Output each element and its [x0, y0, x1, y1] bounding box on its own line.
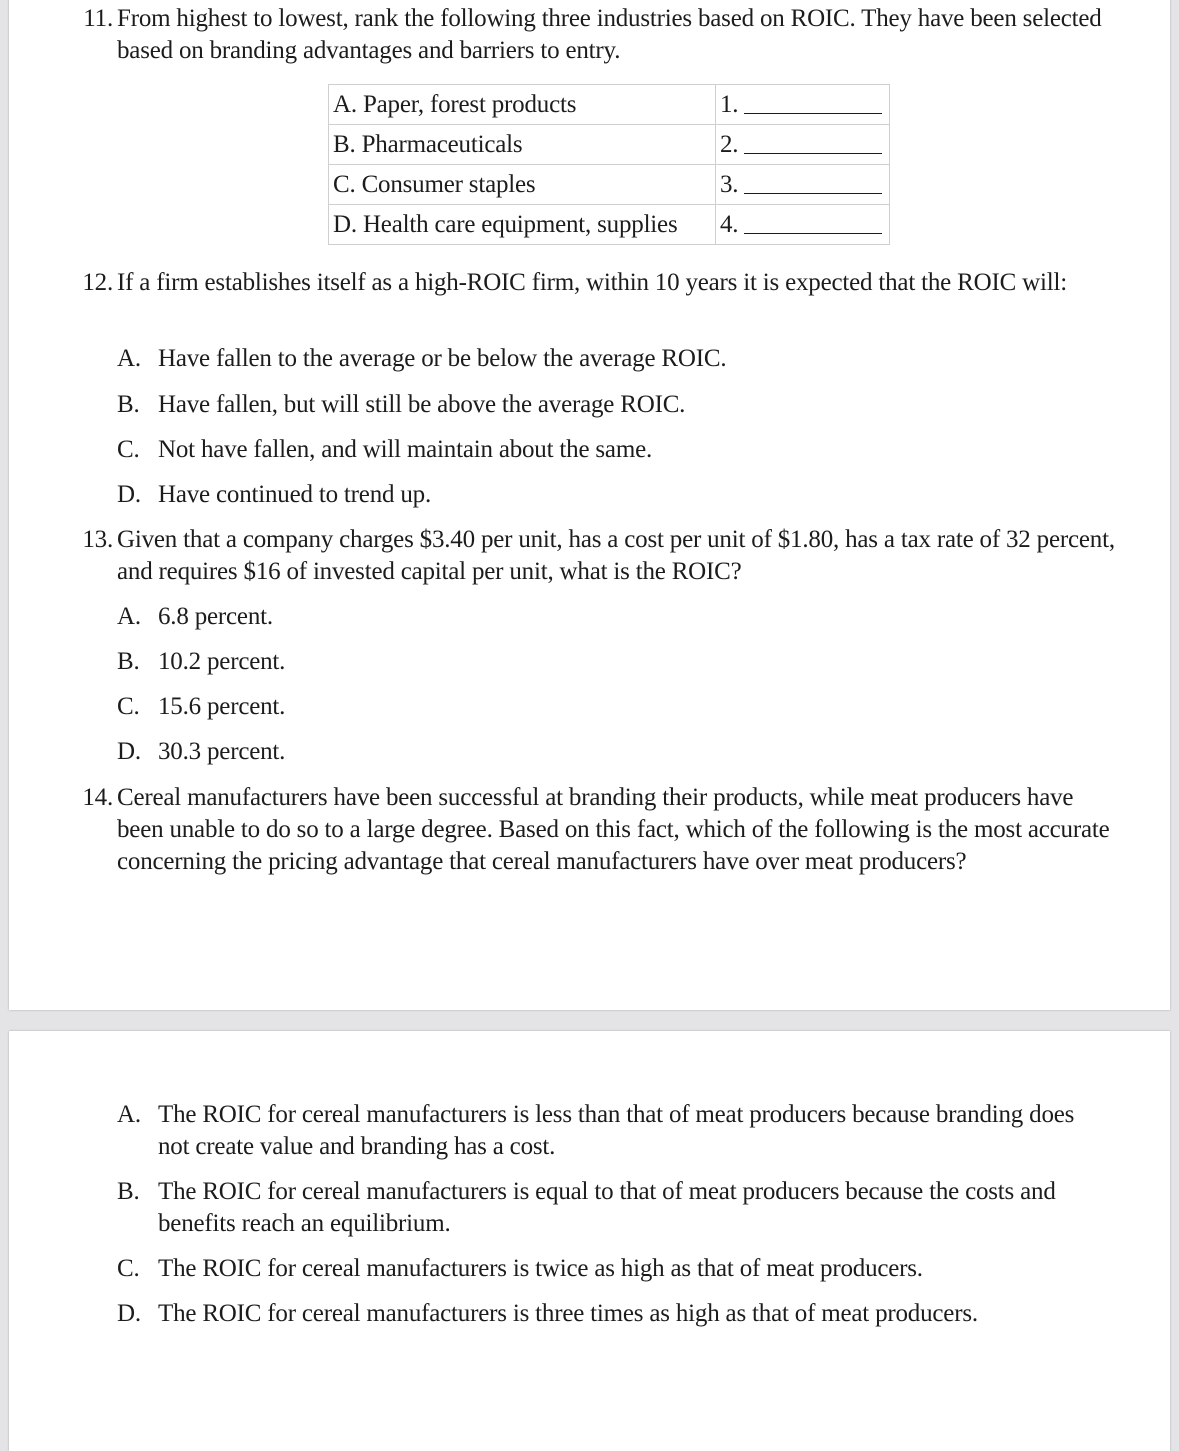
choice-letter: D.	[117, 1300, 141, 1327]
table-row	[329, 165, 890, 205]
industry-cell: A. Paper, forest products	[329, 85, 716, 125]
choice-letter: A.	[117, 1101, 141, 1128]
rank-number: 4.	[720, 210, 739, 238]
choice-text: 15.6 percent.	[158, 693, 286, 720]
question-text: If a firm establishes itself as a high-ROIC firm, within 10 years it is expected that the ROIC will:	[117, 269, 1067, 296]
choice-letter: C.	[117, 693, 140, 720]
question-number: 12.	[82, 269, 113, 296]
page-1	[9, 0, 1170, 1010]
choice-text: 30.3 percent.	[158, 738, 286, 765]
rank-slot-cell[interactable]	[716, 205, 890, 245]
table-row	[329, 125, 890, 165]
choice-letter: B.	[117, 648, 140, 675]
rank-number: 3.	[720, 170, 739, 198]
rank-number: 1.	[720, 90, 739, 118]
rank-slot-cell[interactable]	[716, 85, 890, 125]
question-number: 13.	[82, 526, 113, 553]
rank-slot-cell[interactable]	[716, 165, 890, 205]
choice-text: Not have fallen, and will maintain about the same.	[158, 436, 653, 463]
rank-slot-cell[interactable]	[716, 125, 890, 165]
choice-text: Have fallen to the average or be below the average ROIC.	[158, 345, 727, 372]
answer-blank[interactable]	[744, 171, 882, 194]
choice-text: The ROIC for cereal manufacturers is twice as high as that of meat producers.	[158, 1255, 923, 1282]
choice-letter: C.	[117, 436, 140, 463]
question-text: From highest to lowest, rank the following three industries based on ROIC. They have been selected based on branding advantages and barriers to entry.	[117, 5, 1102, 64]
industry-cell: B. Pharmaceuticals	[329, 125, 716, 165]
choice-letter: A.	[117, 345, 141, 372]
table-row	[329, 205, 890, 245]
choice-text: The ROIC for cereal manufacturers is equal to that of meat producers because the costs and benefits reach an equilibrium.	[158, 1178, 1056, 1237]
question-number: 14.	[82, 784, 113, 811]
choice-text: 10.2 percent.	[158, 648, 286, 675]
question-number: 11.	[83, 5, 113, 32]
choice-text: Have continued to trend up.	[158, 481, 431, 508]
choice-letter: B.	[117, 1178, 140, 1205]
page-2	[9, 1031, 1170, 1451]
question-text: Cereal manufacturers have been successful at branding their products, while meat producers have been unable to do so to a large degree. Based on this fact, which of the following is the most accurate concerning the pricing advantage that cereal manufacturers have over meat producers?	[117, 784, 1110, 875]
choice-text: 6.8 percent.	[158, 603, 273, 630]
industry-cell: C. Consumer staples	[329, 165, 716, 205]
choice-letter: D.	[117, 481, 141, 508]
ranking-table	[328, 84, 890, 245]
choice-letter: C.	[117, 1255, 140, 1282]
choice-text: The ROIC for cereal manufacturers is three times as high as that of meat producers.	[158, 1300, 978, 1327]
choice-letter: A.	[117, 603, 141, 630]
answer-blank[interactable]	[744, 131, 882, 154]
choice-text: Have fallen, but will still be above the average ROIC.	[158, 391, 686, 418]
choice-text: The ROIC for cereal manufacturers is less than that of meat producers because branding does not create value and branding has a cost.	[158, 1101, 1075, 1160]
question-text: Given that a company charges $3.40 per unit, has a cost per unit of $1.80, has a tax rate of 32 percent, and requires $16 of invested capital per unit, what is the ROIC?	[117, 526, 1115, 585]
table-row	[329, 85, 890, 125]
answer-blank[interactable]	[744, 91, 882, 114]
choice-letter: B.	[117, 391, 140, 418]
choice-letter: D.	[117, 738, 141, 765]
industry-cell: D. Health care equipment, supplies	[329, 205, 716, 245]
answer-blank[interactable]	[744, 211, 882, 234]
rank-number: 2.	[720, 130, 739, 158]
